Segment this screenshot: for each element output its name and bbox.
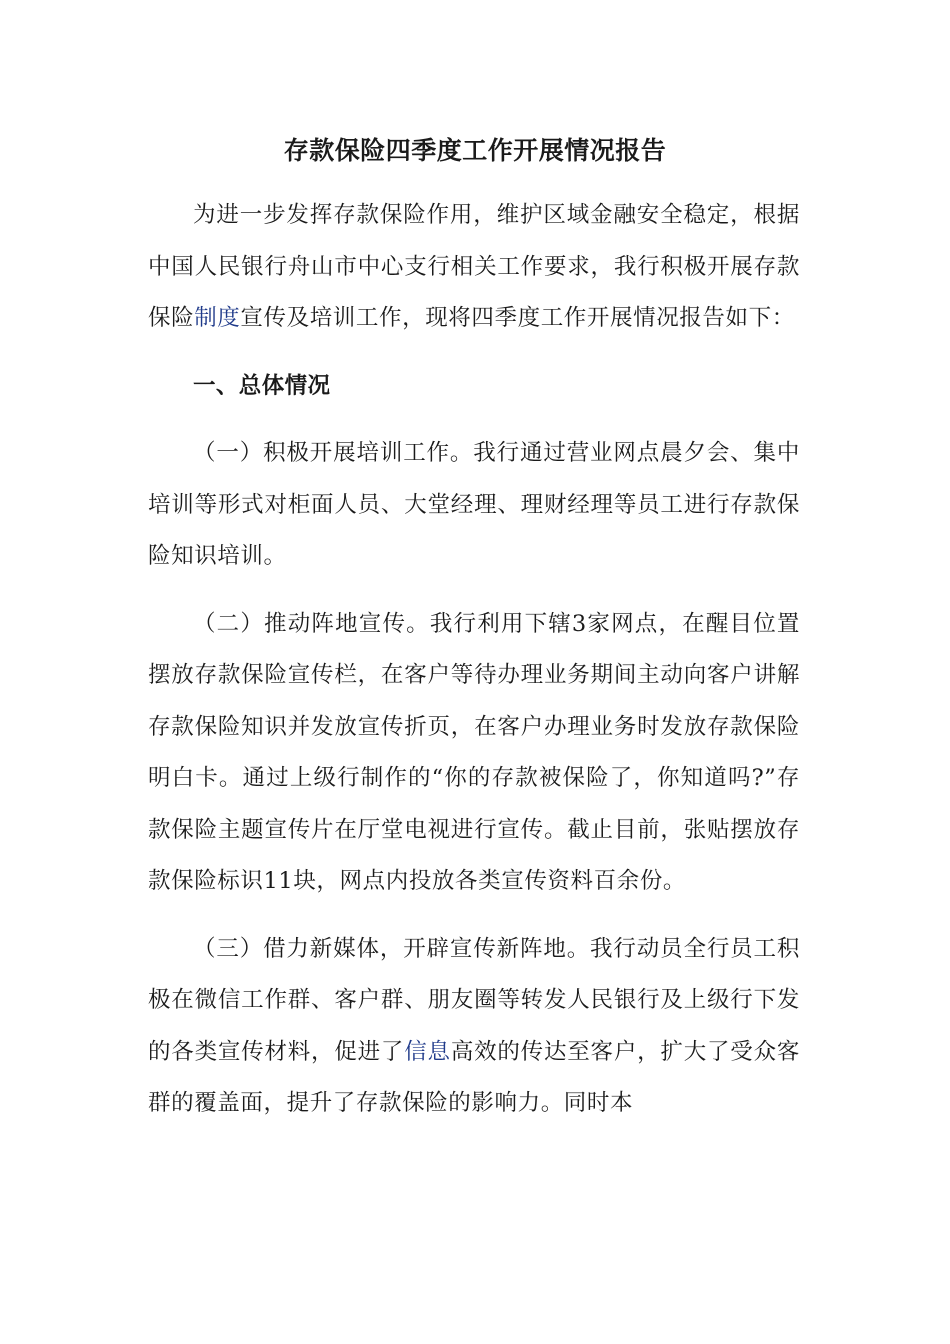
- intro-text-part2: 宣传及培训工作，现将四季度工作开展情况报告如下：: [240, 305, 795, 331]
- item3-text-part2: 高效的传达至客户，扩大了受众客群的覆盖面，提升了存款保险的影响力。同时本: [148, 1038, 800, 1116]
- item3-link-information[interactable]: 信息: [404, 1038, 451, 1065]
- item-paragraph-training: （一）积极开展培训工作。我行通过营业网点晨夕会、集中培训等形式对柜面人员、大堂经理、理财经理等员工进行存款保险知识培训。: [148, 440, 800, 569]
- document-body: [148, 190, 800, 1130]
- intro-link-system[interactable]: 制度: [194, 305, 241, 331]
- item3-text-part1: （三）借力新媒体，开辟宣传新阵地。我行动员全行员工积极在微信工作群、客户群、朋友圈等转发人民银行及上级行下发的各类宣传材料，促进了: [148, 935, 800, 1065]
- intro-paragraph: [148, 190, 800, 345]
- section-heading-overview: 一、总体情况: [193, 372, 331, 399]
- intro-text-part1: 为进一步发挥存款保险作用，维护区域金融安全稳定，根据中国人民银行舟山市中心支行相关工作要求，我行积极开展存款保险: [148, 202, 800, 331]
- item-paragraph-onsite-promotion: （二）推动阵地宣传。我行利用下辖3家网点，在醒目位置摆放存款保险宣传栏，在客户等待办理业务期间主动向客户讲解存款保险知识并发放宣传折页，在客户办理业务时发放存款保险明白卡。通过上级行制作的“你的存款被保险了，你知道吗?”存款保险主题宣传片在厅堂电视进行宣传。截止目前，张贴摆放存款保险标识11块，网点内投放各类宣传资料百余份。: [148, 610, 800, 894]
- document-title: 存款保险四季度工作开展情况报告: [283, 136, 667, 165]
- item-paragraph-new-media: [148, 924, 800, 1130]
